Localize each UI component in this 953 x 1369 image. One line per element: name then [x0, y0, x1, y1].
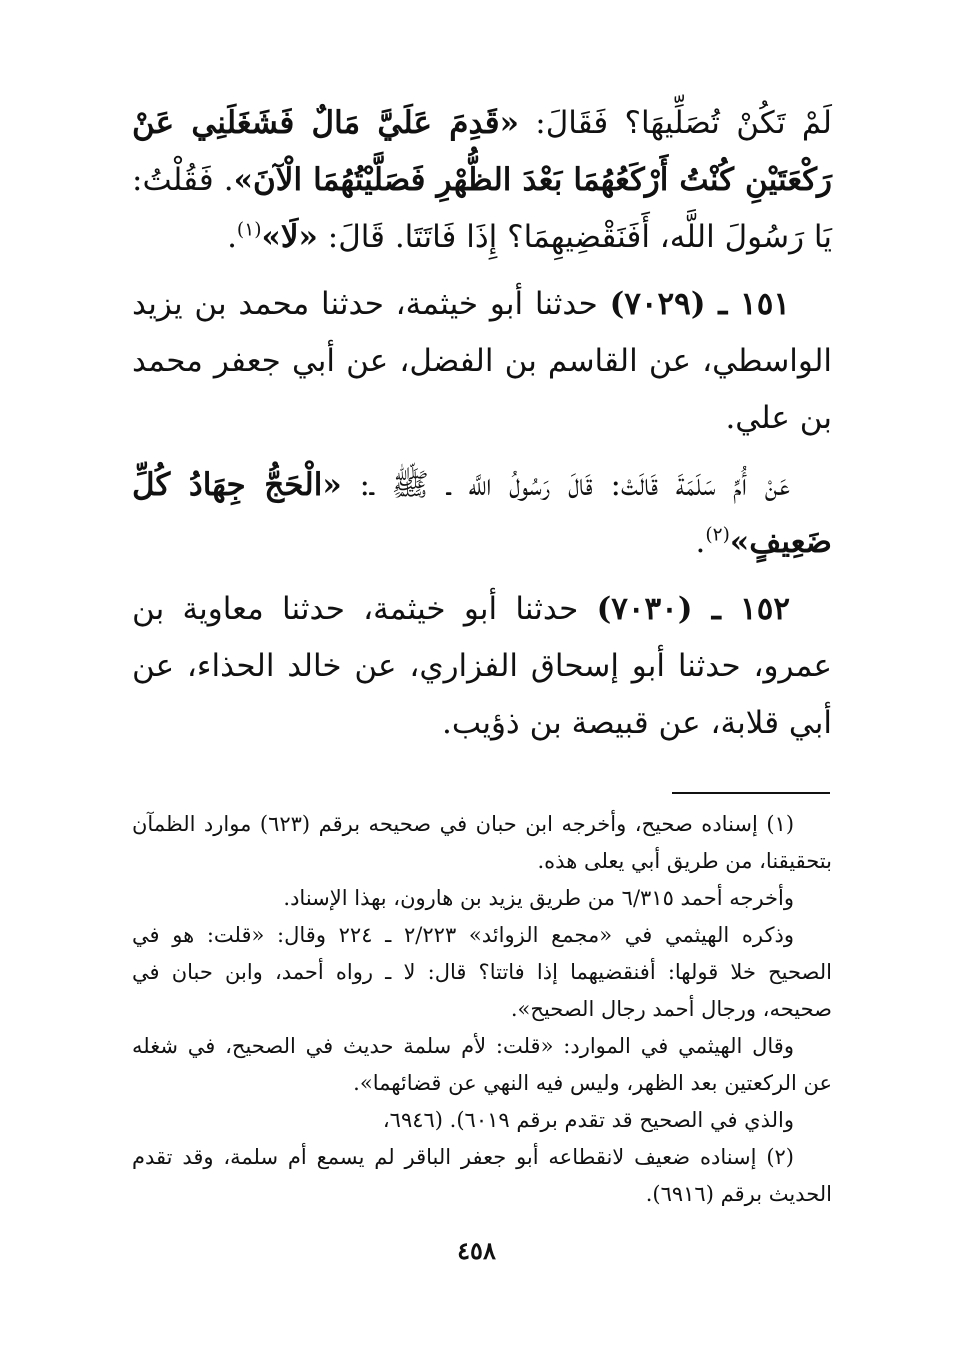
- footnote-ref: (١): [236, 219, 262, 241]
- hadith-number: ١٥٢ ـ (٧٠٣٠): [596, 591, 790, 627]
- isnad-text: حدثنا أبو خيثمة، حدثنا محمد بن يزيد الواسطي، عن القاسم بن الفضل، عن أبي جعفر محمد بن علي.: [132, 286, 832, 436]
- punctuation: .: [227, 219, 237, 255]
- footnote: (٢) إسناده ضعيف لانقطاعه أبو جعفر الباقر لم يسمع أم سلمة، وقد تقدم الحديث برقم (٦٩١٦).: [132, 1145, 832, 1206]
- footnote: وذكره الهيثمي في «مجمع الزوائد» ٢/٢٢٣ ـ ٢٢٤ وقال: «قلت: هو في الصحيح خلا قولها: أفنقضيهما إذا فاتتا؟ قال: لا ـ رواه أحمد، وابن حبان في صحيحه، ورجال أحمد رجال الصحيح».: [132, 923, 832, 1021]
- prophetic-quote: «قَدِمَ عَلَيَّ مَالٌ فَشَغَلَنِي عَنْ رَكْعَتَيْنِ كُنْتُ أَرْكَعُهُمَا بَعْدَ الظُّهْرِ فَصَلَّيْتُهُمَا الْآنَ»: [132, 105, 833, 198]
- footnote-ref: (٢): [705, 524, 730, 546]
- punctuation: .: [695, 524, 706, 560]
- footnotes: [132, 806, 832, 1213]
- isnad-paragraph: [132, 276, 832, 447]
- hadith-number: ١٥١ ـ (٧٠٢٩): [609, 286, 790, 322]
- narrative-text: . فَقُلْتُ: يَا رَسُولَ اللَّه، أَفَنَقْضِيهِمَا؟ إِذَا فَاتَتَا. قَالَ:: [132, 162, 832, 255]
- footnote: وأخرجه أحمد ٦/٣١٥ من طريق يزيد بن هارون، بهذا الإسناد.: [283, 886, 794, 910]
- prophetic-quote: «الْحَجُّ جِهَادُ كُلِّ ضَعِيفٍ»: [132, 467, 832, 560]
- narrative-text: عَنْ أُمِّ سَلَمَةَ قَالَتْ: قَالَ رَسُولُ اللَّه ـ ﷺ ـ:: [341, 467, 790, 503]
- isnad-text: حدثنا أبو خيثمة، حدثنا معاوية بن عمرو، حدثنا أبو إسحاق الفزاري، عن خالد الحذاء، عن أبي قلابة، عن قبيصة بن ذؤيب.: [132, 591, 832, 741]
- footnote: (١) إسناده صحيح، وأخرجه ابن حبان في صحيحه برقم (٦٢٣) موارد الظمآن بتحقيقنا، من طريق أبي يعلى هذه.: [132, 812, 832, 873]
- footnote-separator: [672, 792, 830, 794]
- matn-paragraph: [132, 457, 832, 571]
- narrative-text: لَمْ تَكُنْ تُصَلِّيهَا؟ فَقَالَ:: [518, 105, 832, 141]
- footnote: وقال الهيثمي في الموارد: «قلت: لأم سلمة حديث في الصحيح، في شغله عن الركعتين بعد الظهر، وليس فيه النهي عن قضائهما».: [132, 1034, 832, 1095]
- prophetic-quote: «لَا»: [261, 219, 318, 255]
- page-number: ٤٥٨: [457, 1236, 496, 1265]
- hadith-continuation: [132, 95, 832, 266]
- isnad-paragraph: [132, 581, 832, 752]
- footnote: والذي في الصحيح قد تقدم برقم ٦٠١٩). (٦٩٤٦،: [382, 1108, 794, 1132]
- main-text: [132, 95, 832, 762]
